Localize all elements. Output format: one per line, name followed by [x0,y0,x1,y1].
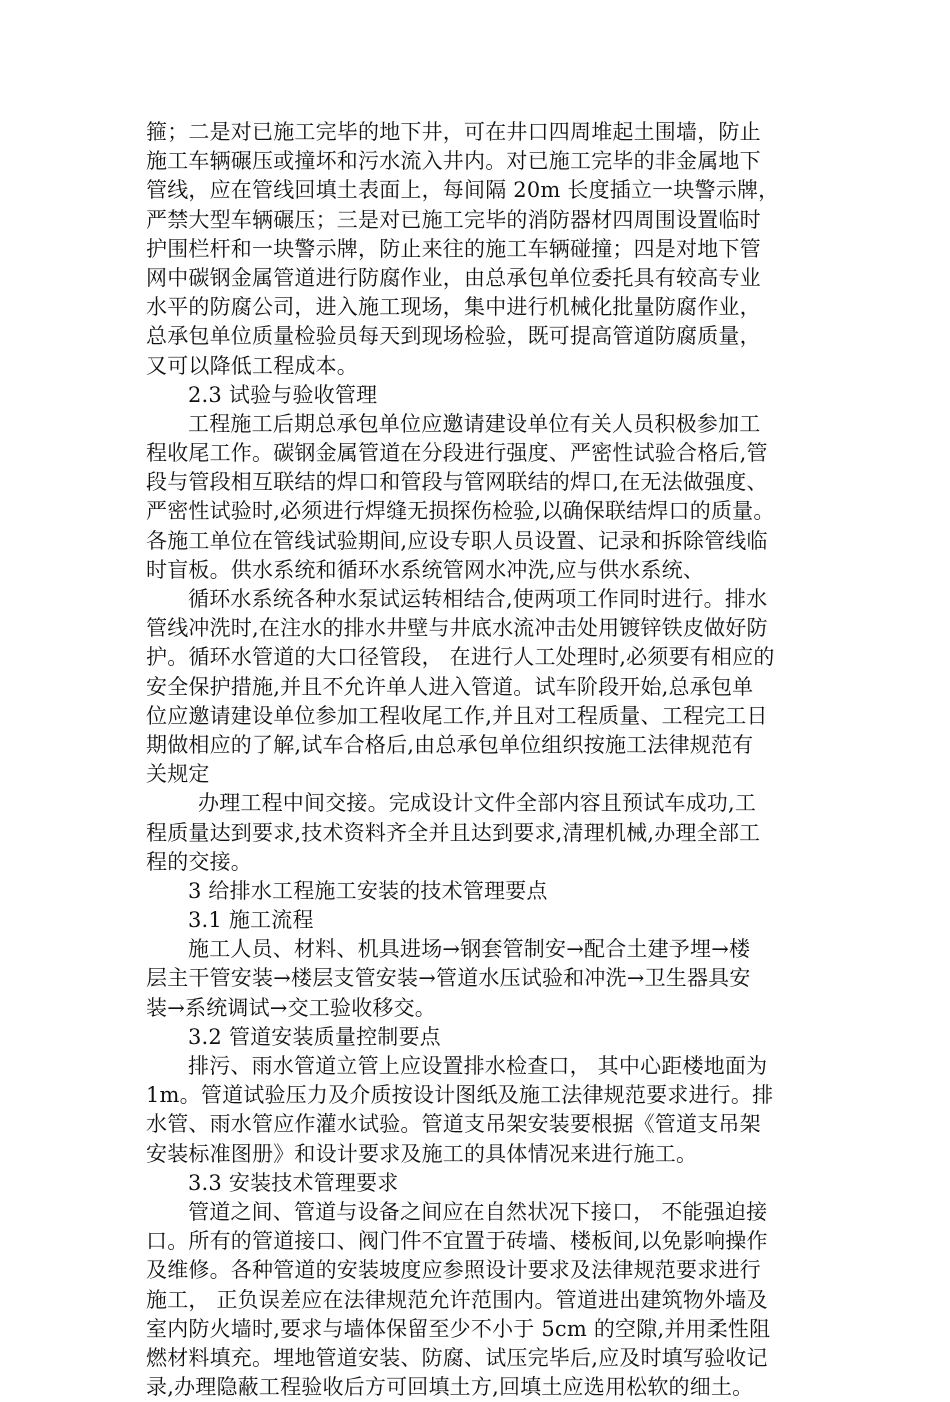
text-line: 护。循环水管道的大口径管段， 在进行人工处理时,必须要有相应的 [146,645,775,670]
text-line: 循环水系统各种水泵试运转相结合,使两项工作同时进行。排水 [188,587,768,611]
text-line: 护围栏杆和一块警示牌，防止来往的施工车辆碰撞；四是对地下管 [146,236,761,261]
text-line: 1m。管道试验压力及介质按设计图纸及施工法律规范要求进行。排 [146,1083,774,1108]
text-line: 装→系统调试→交工验收移交。 [146,995,436,1020]
text-line: 3.2 管道安装质量控制要点 [188,1024,441,1049]
text-line: 位应邀请建设单位参加工程收尾工作,并且对工程质量、工程完工日 [146,703,768,728]
text-line: 安全保护措施,并且不允许单人进入管道。试车阶段开始,总承包单 [146,674,754,699]
text-line: 施工， 正负误差应在法律规范允许范围内。管道进出建筑物外墙及 [146,1287,768,1312]
text-line: 管道之间、管道与设备之间应在自然状况下接口， 不能强迫接 [188,1199,768,1224]
text-line: 水管、雨水管应作灌水试验。管道支吊架安装要根据《管道支吊架 [146,1112,761,1137]
text-line: 水平的防腐公司，进入施工现场，集中进行机械化批量防腐作业， [146,295,761,320]
text-line: 录,办理隐蔽工程验收后方可回填土方,回填土应选用松软的细土。 [146,1375,754,1400]
text-line: 3.1 施工流程 [188,908,314,933]
text-line: 工程施工后期总承包单位应邀请建设单位有关人员积极参加工 [188,411,761,436]
text-line: 程质量达到要求,技术资料齐全并且达到要求,清理机械,办理全部工 [146,820,761,845]
text-line: 3 给排水工程施工安装的技术管理要点 [188,878,548,903]
text-line: 又可以降低工程成本。 [146,353,358,378]
text-line: 层主干管安装→楼层支管安装→管道水压试验和冲洗→卫生器具安 [146,966,751,991]
text-line: 2.3 试验与验收管理 [188,382,378,407]
text-line: 管线冲洗时,在注水的排水井壁与井底水流冲击处用镀锌铁皮做好防 [146,616,768,641]
text-line: 段与管段相互联结的焊口和管段与管网联结的焊口,在无法做强度、 [146,470,768,495]
text-line: 程的交接。 [146,849,252,874]
document-page [146,118,810,1402]
text-line: 时盲板。供水系统和循环水系统管网水冲洗,应与供水系统、 [146,557,705,582]
text-line: 程收尾工作。碳钢金属管道在分段进行强度、严密性试验合格后,管 [146,441,768,466]
text-line: 安装标准图册》和设计要求及施工的具体情况来进行施工。 [146,1141,698,1166]
text-line: 施工人员、材料、机具进场→钢套管制安→配合土建予埋→楼 [188,937,751,962]
text-line: 3.3 安装技术管理要求 [188,1170,399,1195]
text-line: 网中碳钢金属管道进行防腐作业，由总承包单位委托具有较高专业 [146,265,761,290]
text-line: 施工车辆碾压或撞坏和污水流入井内。对已施工完毕的非金属地下 [146,149,761,174]
text-line: 期做相应的了解,试车合格后,由总承包单位组织按施工法律规范有 [146,732,754,757]
text-line: 关规定 [146,762,210,787]
text-line: 排污、雨水管道立管上应设置排水检查口， 其中心距楼地面为 [188,1054,768,1078]
text-line: 严密性试验时,必须进行焊缝无损探伤检验,以确保联结焊口的质量。 [146,499,775,524]
text-line: 总承包单位质量检验员每天到现场检验，既可提高管道防腐质量， [146,324,761,349]
text-line: 各施工单位在管线试验期间,应设专职人员设置、记录和拆除管线临 [146,528,768,553]
text-line: 严禁大型车辆碾压；三是对已施工完毕的消防器材四周围设置临时 [146,207,761,232]
text-line: 口。所有的管道接口、阀门件不宜置于砖墙、楼板间,以免影响操作 [146,1229,768,1254]
text-line: 管线，应在管线回填土表面上，每间隔 20m 长度插立一块警示牌， [146,178,780,203]
text-line: 箍；二是对已施工完毕的地下井，可在井口四周堆起土围墙，防止 [146,120,761,144]
text-line: 办理工程中间交接。完成设计文件全部内容且预试车成功,工 [198,791,757,816]
text-line: 及维修。各种管道的安装坡度应参照设计要求及法律规范要求进行 [146,1258,761,1283]
text-line: 燃材料填充。埋地管道安装、防腐、试压完毕后,应及时填写验收记 [146,1345,768,1370]
text-line: 室内防火墙时,要求与墙体保留至少不小于 5cm 的空隙,并用柔性阻 [146,1316,771,1341]
